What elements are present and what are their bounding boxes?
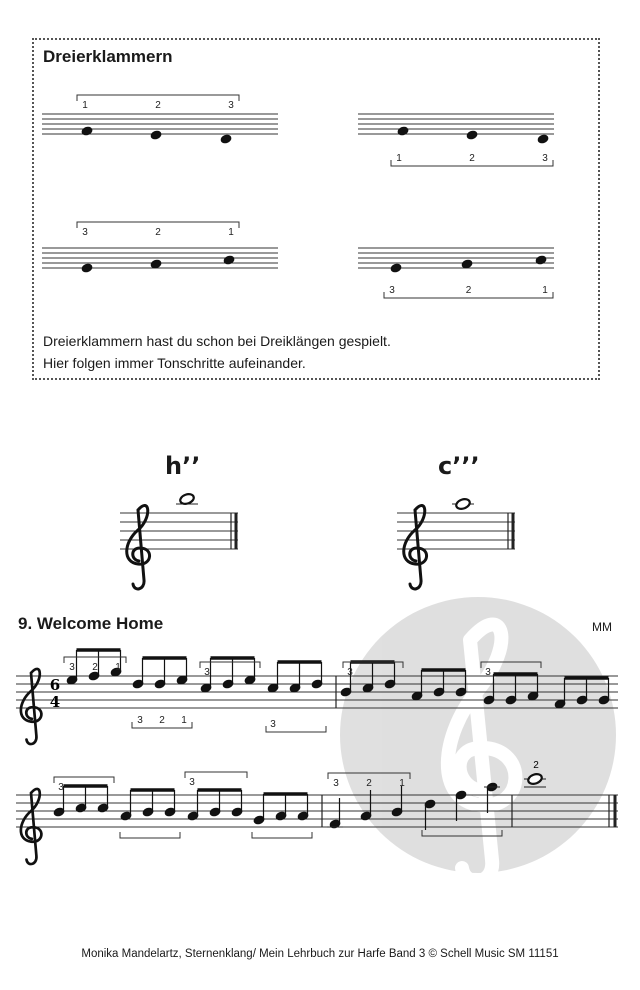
bracket-number: 1 [228,227,234,238]
bracket-number: 2 [469,153,475,164]
treble-clef-icon [21,669,42,744]
bracket-number: 3 [542,153,548,164]
triplet-bracket-3 [266,719,326,732]
fingering-number: 2 [533,760,539,771]
triplet-bracket-321 [132,715,192,728]
treble-clef-icon [127,505,150,588]
note-head [81,263,93,273]
treble-clef-icon [404,505,427,588]
triplet-bracket-plain [252,832,312,838]
info-box-text-line-1: Dreierklammern hast du schon bei Dreiklängen gespielt. [43,333,391,349]
note-name-c3: c’’’ [438,452,480,480]
triplet-bracket-1 [77,95,239,111]
bracket-number: 2 [366,778,372,789]
bracket-number: 3 [137,715,143,726]
bracket-number: 3 [270,719,276,730]
triplet-bracket-321 [64,657,126,673]
note-head [537,134,549,144]
clef-path [127,505,150,588]
treble-clef-watermark [340,597,616,881]
clef-path [21,789,42,864]
bracket-number: 3 [333,778,339,789]
note-head [150,130,162,140]
bracket-number: 2 [465,285,472,296]
bracket-line [252,832,312,838]
bracket-number: 3 [204,667,210,678]
bracket-number: 3 [389,285,395,296]
song-title: 9. Welcome Home [18,614,164,633]
example-staff-4 [358,248,554,268]
triplet-bracket-3 [185,772,247,788]
bracket-number: 3 [228,100,234,111]
bracket-line [120,832,180,838]
triplet-bracket-3 [77,222,239,238]
bracket-number: 1 [542,285,548,296]
bracket-number: 1 [396,153,402,164]
bracket-number: 2 [159,715,165,726]
bracket-number: 2 [155,227,161,238]
triplet-bracket-2 [391,153,553,166]
note-head [535,255,547,265]
triplet-bracket-plain [120,832,180,838]
footer-copyright: Monika Mandelartz, Sternenklang/ Mein Lehrbuch zur Harfe Band 3 © Schell Music SM 11151 [81,948,559,960]
treble-clef-icon [21,789,42,864]
info-box-text-line-2: Hier folgen immer Tonschritte aufeinander. [43,355,306,371]
bracket-number: 1 [399,778,405,789]
note-head [390,263,402,273]
bracket-number: 2 [92,662,98,673]
clef-path [21,669,42,744]
bracket-number: 2 [155,100,161,111]
note-head [466,130,478,140]
bracket-number: 3 [347,667,353,678]
note-head [81,126,93,136]
time-signature-top: 6 [49,676,61,694]
example-staff-2 [358,114,554,134]
bracket-number: 1 [181,715,187,726]
bracket-number: 1 [115,662,121,673]
triplet-bracket-4 [384,285,553,298]
time-signature-bottom: 4 [49,693,61,711]
note-head [397,126,409,136]
note-head [220,134,232,144]
note-head [223,255,235,265]
clef-path [404,505,427,588]
time-signature [50,676,60,711]
note-c3 [455,497,471,510]
song-composer: MM [592,620,612,634]
bracket-number: 3 [58,782,64,793]
note-name-h2: h’’ [165,452,201,480]
bracket-number: 3 [485,667,491,678]
bracket-number: 3 [69,662,75,673]
bracket-number: 1 [82,100,88,111]
bracket-number: 3 [189,777,195,788]
bracket-number: 3 [82,227,88,238]
example-staff-1 [42,114,278,134]
info-box-title: Dreierklammern [43,47,173,66]
